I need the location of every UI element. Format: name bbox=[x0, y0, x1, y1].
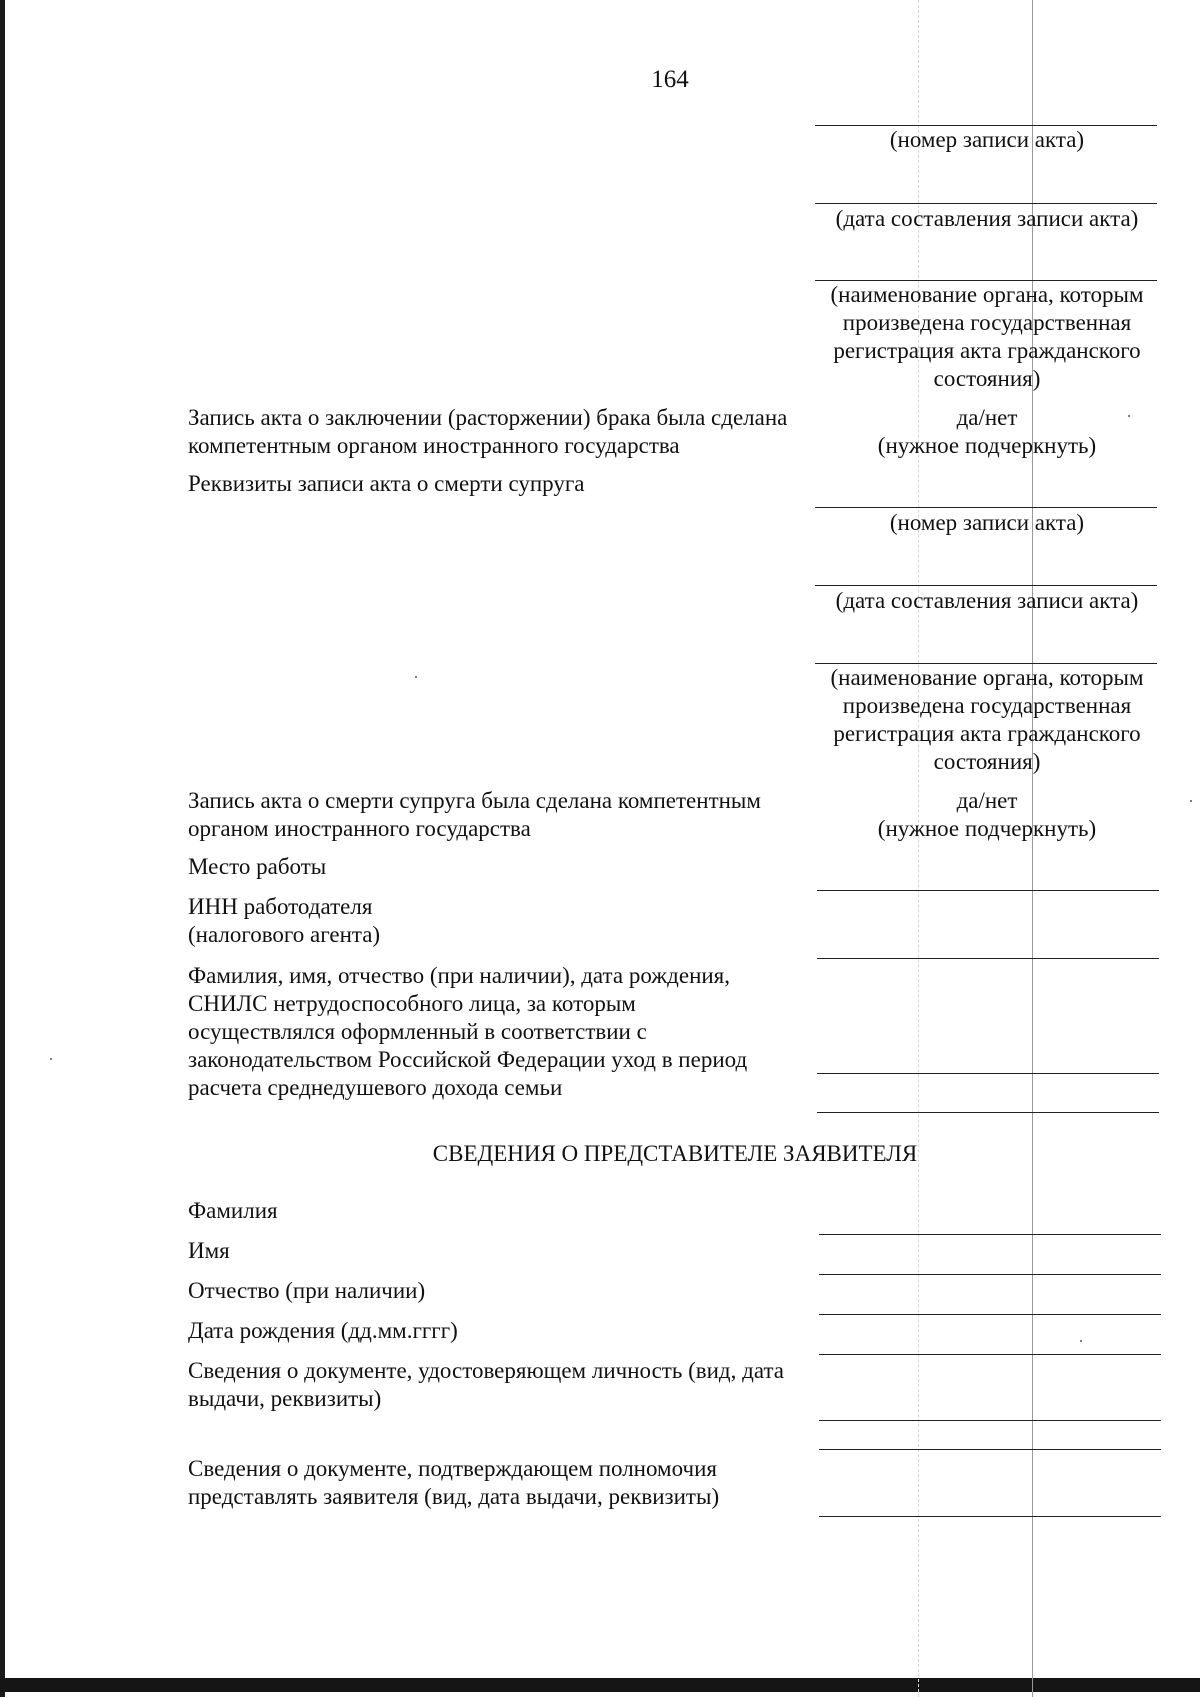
marriage-record-date-line[interactable] bbox=[815, 203, 1157, 204]
marriage-authority-caption: (наименование органа, которым произведена государственная регистрация акта гражданского состояния) bbox=[830, 282, 1144, 391]
workplace-line[interactable] bbox=[817, 890, 1159, 891]
death-record-date-line[interactable] bbox=[815, 585, 1157, 586]
death-record-section-label: Реквизиты записи акта о смерти супруга bbox=[188, 471, 585, 496]
scan-speck bbox=[1190, 800, 1192, 802]
death-foreign-hint: (нужное подчеркнуть) bbox=[877, 816, 1097, 841]
death-authority-caption: (наименование органа, которым произведена государственная регистрация акта гражданского состояния) bbox=[830, 665, 1144, 774]
death-record-date-caption: (дата составления записи акта) bbox=[835, 588, 1139, 613]
representative-patronymic-label: Отчество (при наличии) bbox=[188, 1278, 426, 1303]
marriage-foreign-label: Запись акта о заключении (расторжении) брака была сделана компетентным органом иностранного государства bbox=[188, 405, 788, 458]
representative-authority-document-line[interactable] bbox=[819, 1516, 1161, 1517]
employer-inn-label: ИНН работодателя (налогового агента) bbox=[188, 894, 381, 947]
representative-birthdate-line[interactable] bbox=[819, 1354, 1161, 1355]
representative-heading: СВЕДЕНИЯ О ПРЕДСТАВИТЕЛЕ ЗАЯВИТЕЛЯ bbox=[432, 1141, 918, 1166]
marriage-record-date-caption: (дата составления записи акта) bbox=[835, 206, 1139, 231]
marriage-record-number-caption: (номер записи акта) bbox=[889, 127, 1085, 152]
death-foreign-choice[interactable]: да/нет bbox=[956, 788, 1018, 813]
representative-patronymic-line[interactable] bbox=[819, 1314, 1161, 1315]
representative-name-label: Имя bbox=[188, 1238, 230, 1263]
scan-artifact-line bbox=[1032, 0, 1033, 1697]
representative-name-line[interactable] bbox=[819, 1274, 1161, 1275]
death-record-number-caption: (номер записи акта) bbox=[889, 510, 1085, 535]
scan-bottom-edge bbox=[0, 1678, 1200, 1692]
employer-inn-line[interactable] bbox=[817, 958, 1159, 959]
scan-artifact-line bbox=[918, 0, 919, 1697]
marriage-foreign-choice[interactable]: да/нет bbox=[956, 405, 1018, 430]
representative-birthdate-label: Дата рождения (дд.мм.гггг) bbox=[188, 1318, 458, 1343]
scan-speck bbox=[415, 676, 417, 678]
representative-id-document-line-1[interactable] bbox=[819, 1420, 1161, 1421]
caregiver-line-1[interactable] bbox=[817, 1073, 1159, 1074]
representative-surname-line[interactable] bbox=[819, 1234, 1161, 1235]
scan-speck bbox=[1128, 415, 1130, 417]
representative-id-document-label: Сведения о документе, удостоверяющем личность (вид, дата выдачи, реквизиты) bbox=[188, 1358, 784, 1411]
representative-id-document-line-2[interactable] bbox=[819, 1449, 1161, 1450]
scan-speck bbox=[1080, 1340, 1082, 1342]
representative-surname-label: Фамилия bbox=[188, 1198, 278, 1223]
caregiver-line-2[interactable] bbox=[817, 1112, 1159, 1113]
caregiver-label: Фамилия, имя, отчество (при наличии), дата рождения, СНИЛС нетрудоспособного лица, за которым осуществлялся оформленный в соответствии с законодательством Российской Федерации уход в период расчета среднедушевого дохода семьи bbox=[188, 963, 748, 1100]
scan-left-edge bbox=[0, 0, 5, 1697]
workplace-label: Место работы bbox=[188, 854, 327, 879]
scan-speck bbox=[50, 1058, 52, 1060]
marriage-foreign-hint: (нужное подчеркнуть) bbox=[877, 433, 1097, 458]
page-number: 164 bbox=[651, 66, 689, 93]
representative-authority-document-label: Сведения о документе, подтверждающем полномочия представлять заявителя (вид, дата выдачи, реквизиты) bbox=[188, 1456, 720, 1509]
death-foreign-label: Запись акта о смерти супруга была сделана компетентным органом иностранного государства bbox=[188, 788, 761, 841]
death-record-number-line[interactable] bbox=[815, 507, 1157, 508]
